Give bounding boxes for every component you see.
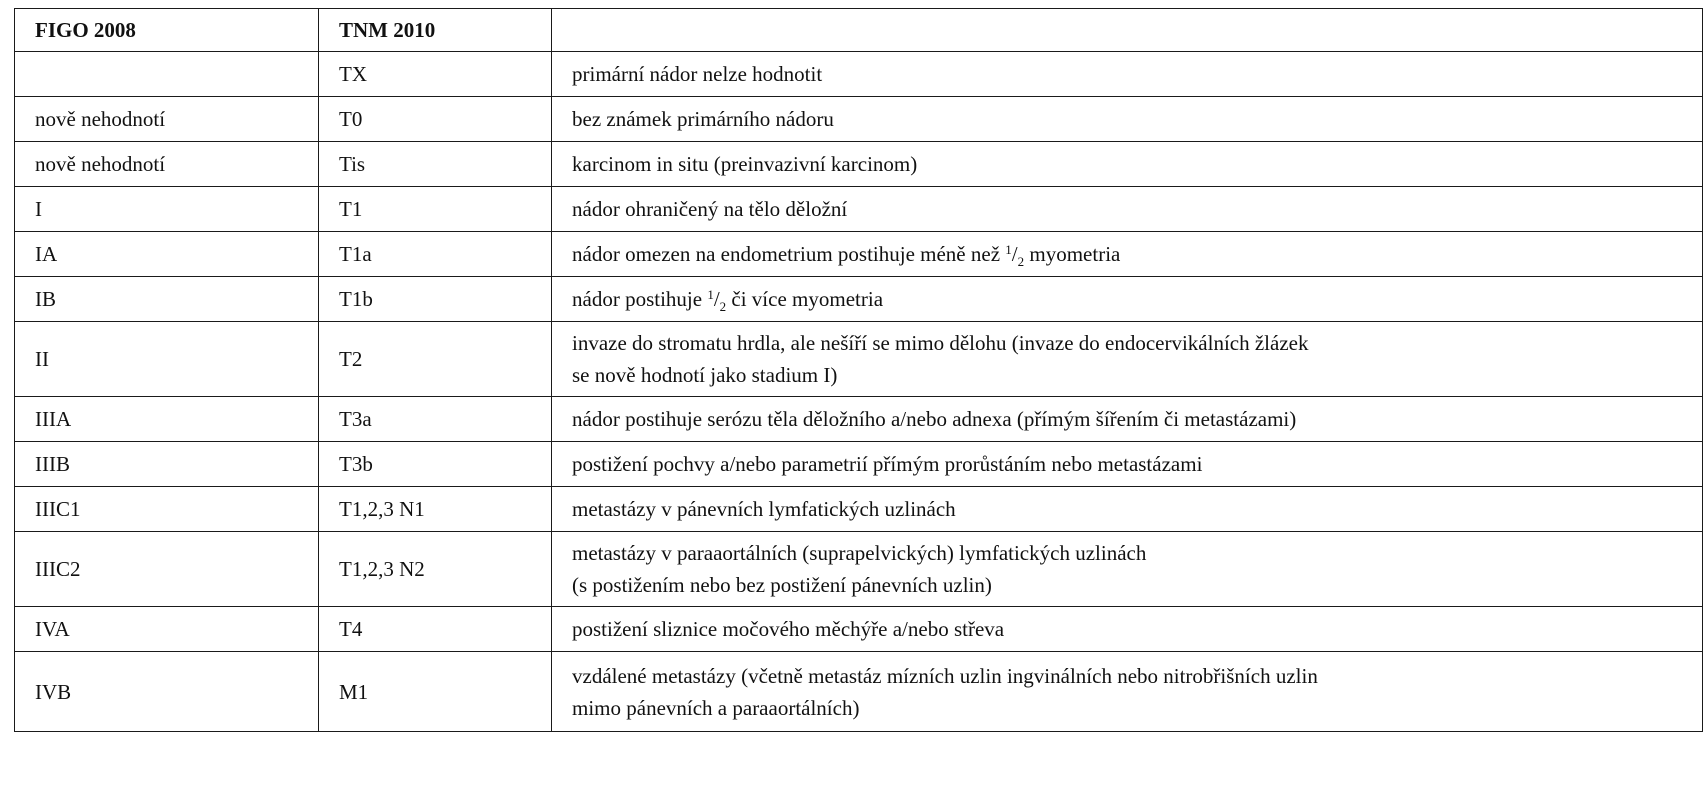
tnm-cell: Tis: [319, 142, 552, 187]
table-row: [15, 52, 1703, 97]
figo-cell: IVA: [15, 607, 319, 652]
description-line: metastázy v paraaortálních (suprapelvických) lymfatických uzlinách: [572, 541, 1147, 565]
header-row: [15, 9, 1703, 52]
table-row: [15, 532, 1703, 607]
description-cell: [552, 277, 1703, 322]
table-row: [15, 187, 1703, 232]
table-row: [15, 232, 1703, 277]
table-row: [15, 607, 1703, 652]
figo-cell: IB: [15, 277, 319, 322]
figo-cell: I: [15, 187, 319, 232]
description-cell: [552, 652, 1703, 732]
table-row: [15, 652, 1703, 732]
tnm-cell: TX: [319, 52, 552, 97]
description-text: nádor omezen na endometrium postihuje méně než: [572, 242, 1006, 266]
table-row: [15, 442, 1703, 487]
description-line: (s postižením nebo bez postižení pánevních uzlin): [572, 573, 992, 597]
staging-table: [14, 8, 1703, 732]
header-description: [552, 9, 1703, 52]
description-text: myometria: [1024, 242, 1121, 266]
description-cell: bez známek primárního nádoru: [552, 97, 1703, 142]
description-line: se nově hodnotí jako stadium I): [572, 363, 838, 387]
fraction-denominator: 2: [719, 299, 727, 314]
tnm-cell: T3a: [319, 397, 552, 442]
fraction-numerator: 1: [707, 287, 714, 302]
description-text: či více myometria: [726, 287, 884, 311]
figo-cell: nově nehodnotí: [15, 97, 319, 142]
tnm-cell: T1a: [319, 232, 552, 277]
description-cell: primární nádor nelze hodnotit: [552, 52, 1703, 97]
tnm-cell: T2: [319, 322, 552, 397]
figo-cell: IIIB: [15, 442, 319, 487]
description-cell: [552, 532, 1703, 607]
tnm-cell: T3b: [319, 442, 552, 487]
fraction-denominator: 2: [1017, 254, 1025, 269]
description-line: mimo pánevních a paraaortálních): [572, 695, 860, 720]
figo-cell: IIIA: [15, 397, 319, 442]
tnm-cell: T1: [319, 187, 552, 232]
figo-cell: IA: [15, 232, 319, 277]
fraction-numerator: 1: [1005, 242, 1012, 257]
tnm-cell: T4: [319, 607, 552, 652]
table-row: [15, 487, 1703, 532]
figo-cell: [15, 52, 319, 97]
table-row: [15, 142, 1703, 187]
figo-cell: IIIC2: [15, 532, 319, 607]
figo-cell: II: [15, 322, 319, 397]
description-cell: nádor postihuje serózu těla děložního a/nebo adnexa (přímým šířením či metastázami): [552, 397, 1703, 442]
description-text: nádor postihuje: [572, 287, 708, 311]
figo-cell: IIIC1: [15, 487, 319, 532]
figo-cell: IVB: [15, 652, 319, 732]
description-cell: [552, 322, 1703, 397]
description-cell: metastázy v pánevních lymfatických uzlinách: [552, 487, 1703, 532]
tnm-cell: M1: [319, 652, 552, 732]
description-cell: karcinom in situ (preinvazivní karcinom): [552, 142, 1703, 187]
figo-cell: nově nehodnotí: [15, 142, 319, 187]
description-cell: [552, 232, 1703, 277]
fraction-slash: /: [713, 287, 720, 311]
header-figo: FIGO 2008: [15, 9, 319, 52]
table-row: [15, 322, 1703, 397]
tnm-cell: T1,2,3 N1: [319, 487, 552, 532]
tnm-cell: T0: [319, 97, 552, 142]
description-cell: nádor ohraničený na tělo děložní: [552, 187, 1703, 232]
table-row: [15, 397, 1703, 442]
tnm-cell: T1b: [319, 277, 552, 322]
header-tnm: TNM 2010: [319, 9, 552, 52]
description-line: vzdálené metastázy (včetně metastáz mízních uzlin ingvinálních nebo nitrobřišních uzlin: [572, 663, 1318, 688]
description-cell: postižení sliznice močového měchýře a/nebo střeva: [552, 607, 1703, 652]
fraction-slash: /: [1011, 242, 1018, 266]
description-line: invaze do stromatu hrdla, ale nešíří se mimo dělohu (invaze do endocervikálních žlázek: [572, 331, 1309, 355]
table-row: [15, 277, 1703, 322]
tnm-cell: T1,2,3 N2: [319, 532, 552, 607]
description-cell: postižení pochvy a/nebo parametrií přímým prorůstáním nebo metastázami: [552, 442, 1703, 487]
table-row: [15, 97, 1703, 142]
